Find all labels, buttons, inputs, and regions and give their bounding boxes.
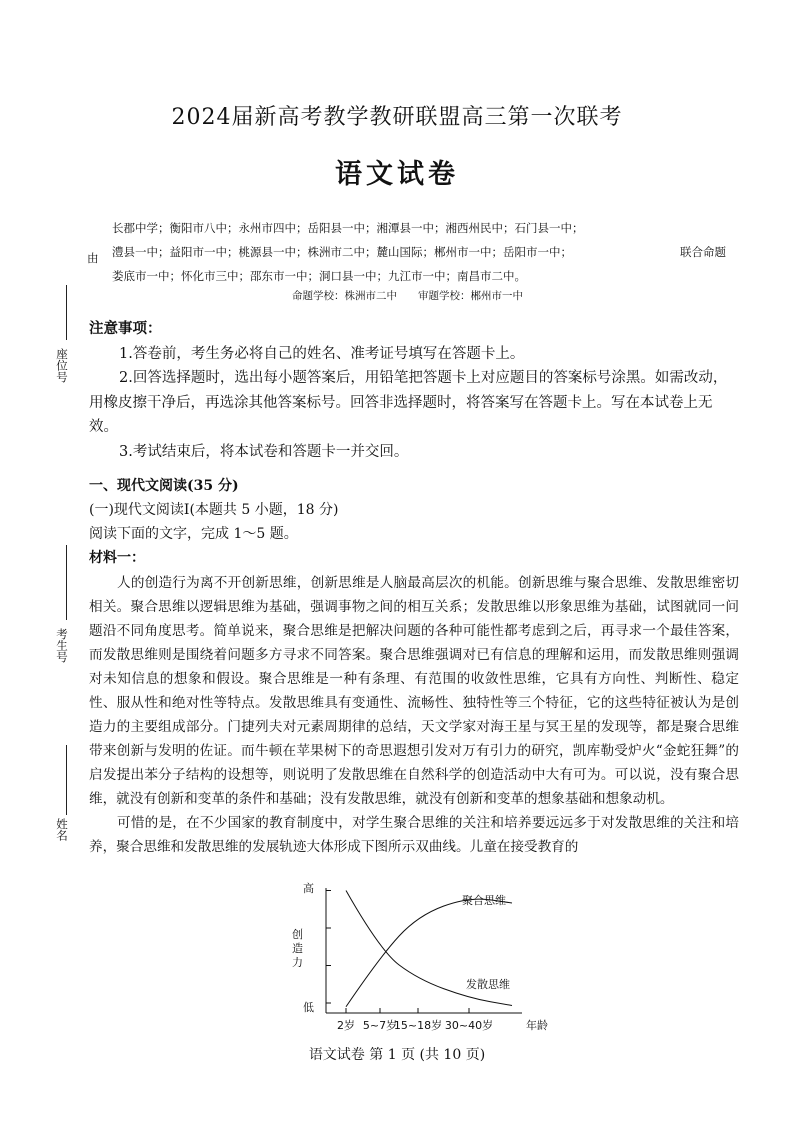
name-label: 姓名 [55,818,69,841]
note-item: 3.考试结束后，将本试卷和答题卡一并交回。 [119,443,409,460]
school-list-line-1: 长郡中学；衡阳市八中；永州市四中；岳阳县一中；湘潭县一中；湘西州民中；石门县一中； [112,221,584,235]
note-item: 1.答卷前，考生务必将自己的姓名、准考证号填写在答题卡上。 [119,345,525,362]
notes-heading: 注意事项： [89,320,162,337]
reading-instruction: 阅读下面的文字，完成 1～5 题。 [89,526,298,542]
seat-number-label: 座位号 [55,348,69,383]
proposition-schools: 命题学校：株洲市二中 审题学校：郴州市一中 [292,290,523,302]
note-item: 2.回答选择题时，选出每小题答案后，用铅笔把答题卡上对应题目的答案标号涂黑。如需改动，用橡皮擦干净后，再选涂其他答案标号。回答非选择题时，将答案写在答题卡上。写在本试卷上无效。 [89,370,728,435]
x-tick-label: 15~18岁 [393,1019,443,1032]
page-footer: 语文试卷 第 1 页 (共 10 页) [308,1047,486,1063]
y-axis-title: 创造力 [292,928,303,969]
name-line [66,745,67,815]
series-label-convergent: 聚合思维 [462,894,506,907]
joint-proposition-label: 联合命题 [680,245,726,259]
section-block [89,474,739,570]
series-label-divergent: 发散思维 [466,978,510,991]
x-axis-title: 年龄 [526,1019,548,1032]
y-axis-low-label: 低 [303,1001,314,1014]
subject-title: 语文试卷 [335,159,459,190]
passage-paragraph: 可惜的是，在不少国家的教育制度中，对学生聚合思维的关注和培养要远远多于对发散思维的关注和培养，聚合思维和发散思维的发展轨迹大体形成下图所示双曲线。儿童在接受教育的 [89,815,739,855]
seat-line [66,285,67,340]
notes-block [89,317,739,464]
x-tick-label: 5~7岁 [362,1019,398,1032]
y-axis-high-label: 高 [303,882,314,895]
school-list-line-3: 娄底市一中；怀化市三中；邵东市一中；洞口县一中；九江市一中；南昌市二中。 [112,269,526,283]
school-list-line-2: 澧县一中；益阳市一中；桃源县一中；株洲市二中；麓山国际；郴州市一中；岳阳市一中； [112,245,572,259]
subsection-title: (一)现代文阅读Ⅰ(本题共 5 小题，18 分) [89,502,339,518]
exam-title: 2024届新高考教学教研联盟高三第一次联考 [171,105,623,130]
exam-number-line [66,545,67,620]
x-tick-label: 2岁 [337,1019,355,1032]
thinking-development-chart [280,880,550,1035]
x-tick-label: 30~40岁 [444,1019,494,1032]
exam-number-label: 考生号 [55,628,69,663]
material-label: 材料一： [89,550,145,566]
passage [89,571,739,859]
passage-paragraph: 人的创造行为离不开创新思维，创新思维是人脑最高层次的机能。创新思维与聚合思维、发散思维密切相关。聚合思维以逻辑思维为基础，强调事物之间的相互关系；发散思维以形象思维为基础，试图就同一问题沿不同角度思考。简单说来，聚合思维是把解决问题的各种可能性都考虑到之后，再寻求一个最佳答案，而发散思维则是围绕着问题多方寻求不同答案。聚合思维强调对已有信息的理解和运用，而发散思维则强调对未知信息的想象和假设。聚合思维是一种有条理、有范围的收敛性思维，它具有方向性、判断性、稳定性、服从性和绝对性等特点。发散思维具有变通性、流畅性、独特性等三个特征，它的这些特征被认为是创造力的主要组成部分。门捷列夫对元素周期律的总结，天文学家对海王星与冥王星的发现等，都是聚合思维带来创新与发明的佐证。而牛顿在苹果树下的奇思遐想引发对万有引力的研究，凯库勒受炉火“金蛇狂舞”的启发提出苯分子结构的设想等，则说明了发散思维在自然科学的创造活动中大有可为。可以说，没有聚合思维，就没有创新和变革的条件和基础；没有发散思维，就没有创新和变革的想象基础和想象动机。 [89,575,739,807]
section-title: 一、现代文阅读(35 分) [89,478,239,494]
school-list-prefix: 由 [87,251,99,265]
